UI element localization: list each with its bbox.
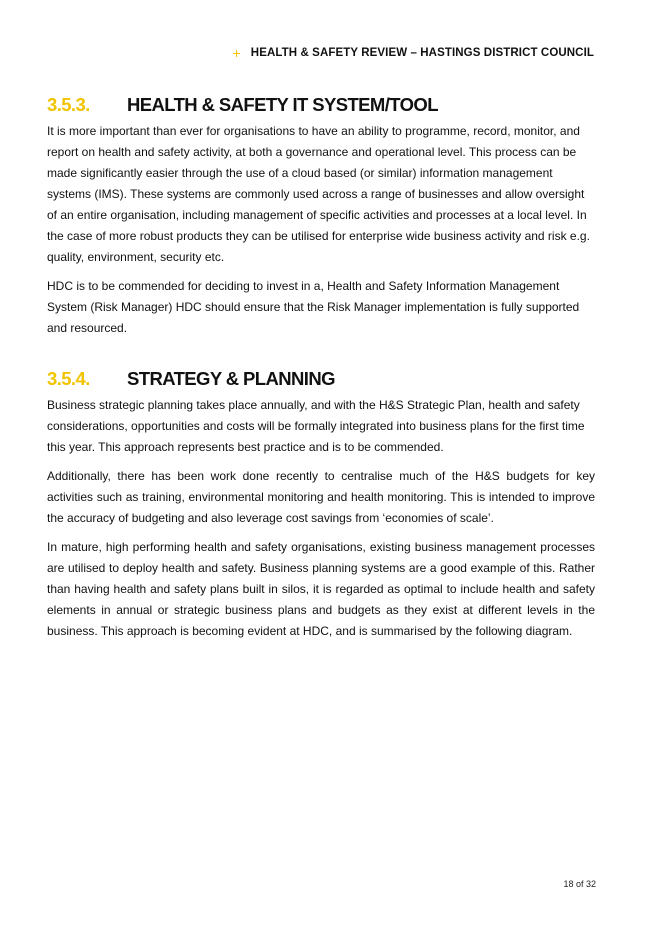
section-title: HEALTH & SAFETY IT SYSTEM/TOOL [127, 94, 438, 115]
paragraph: Business strategic planning takes place annually, and with the H&S Strategic Plan, health and safety considerations, opportunities and costs will be formally integrated into business plans for the first time this year. This approach represents best practice and is to be commended. [47, 398, 585, 454]
paragraph: HDC is to be commended for deciding to invest in a, Health and Safety Information Management System (Risk Manager) HDC should ensure that the Risk Manager implementation is fully supported and resourced. [47, 279, 580, 335]
section-number: 3.5.3. [47, 94, 90, 115]
section-title: STRATEGY & PLANNING [127, 368, 335, 389]
plus-icon: + [232, 45, 241, 61]
section-heading [47, 368, 595, 390]
header-title: HEALTH & SAFETY REVIEW – HASTINGS DISTRICT COUNCIL [250, 47, 594, 59]
paragraph: In mature, high performing health and safety organisations, existing business management processes are utilised to deploy health and safety. Business planning systems are a good example of this. Rather than having health and safety plans built in silos, it is regarded as optimal to include health and safety elements in annual or strategic business plans and budgets as they exist at different levels in the business. This approach is becoming evident at HDC, and is summarised by the following diagram. [47, 540, 595, 638]
section-3-5-4 [47, 368, 595, 650]
page-number: 18 of 32 [563, 879, 596, 889]
section-3-5-3 [47, 94, 595, 347]
paragraph: Additionally, there has been work done recently to centralise much of the H&S budgets for key activities such as training, environmental monitoring and health monitoring. This is intended to improve the accuracy of budgeting and also leverage cost savings from ‘economies of scale’. [47, 469, 595, 525]
section-number: 3.5.4. [47, 368, 90, 389]
section-heading [47, 94, 595, 116]
paragraph: It is more important than ever for organisations to have an ability to programme, record, monitor, and report on health and safety activity, at both a governance and operational level. This process can be made significantly easier through the use of a cloud based (or similar) information management systems (IMS). These systems are commonly used across a range of businesses and allow oversight of an entire organisation, including management of specific activities and processes at a local level. In the case of more robust products they can be utilised for enterprise wide business activity and risk e.g. quality, environment, security etc. [47, 124, 590, 264]
running-header [233, 46, 594, 60]
